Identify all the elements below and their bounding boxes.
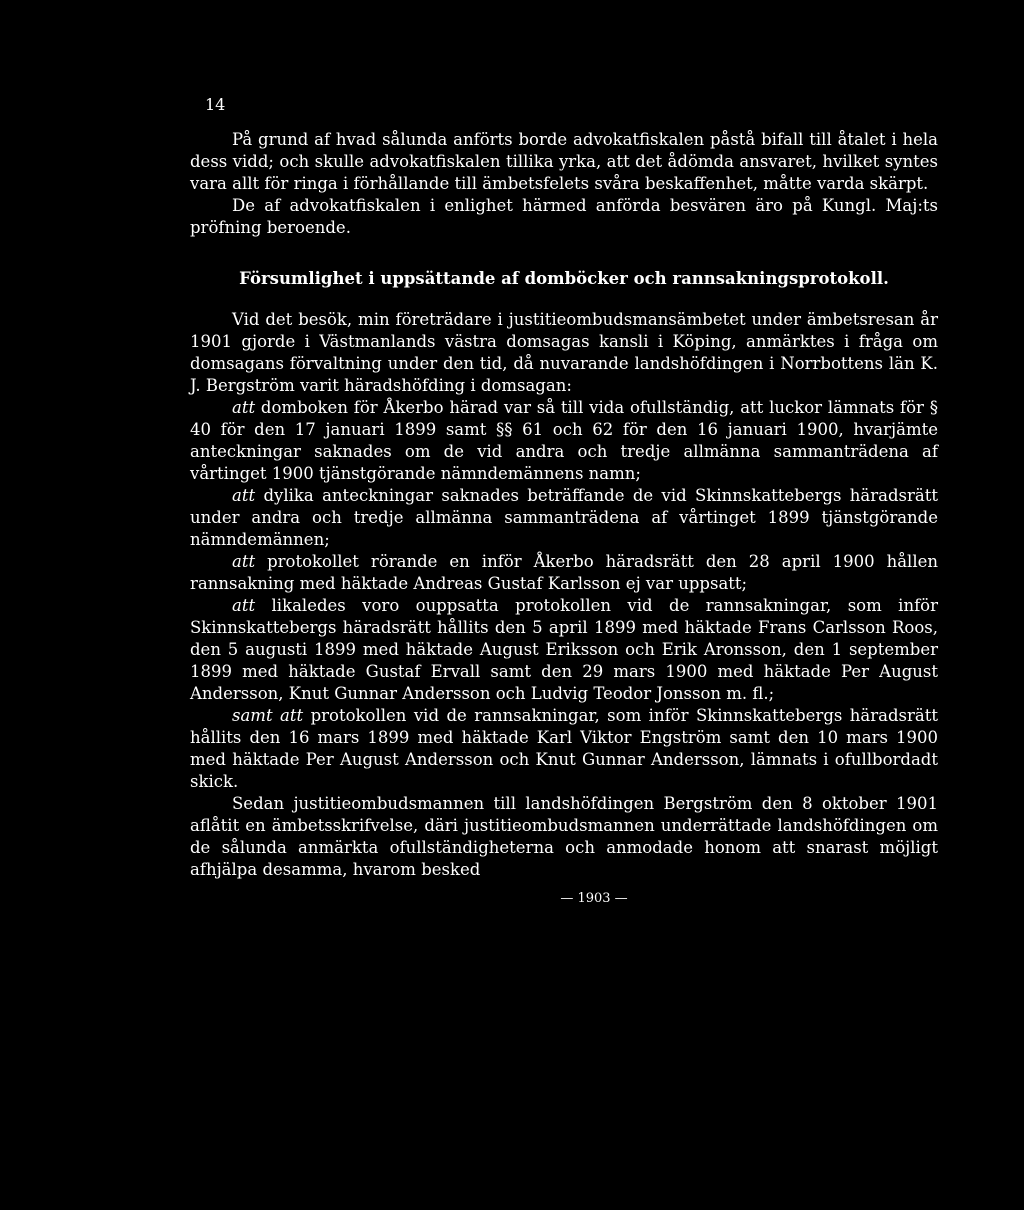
paragraph-8-lead: samt att xyxy=(232,706,304,725)
paragraph-5-text: dylika anteckningar saknades beträffande de vid Skinnskattebergs häradsrätt under andra och tredje allmänna sammanträdena af vårtinget 1899 tjänstgörande nämndemännen; xyxy=(190,486,938,549)
paragraph-3: Vid det besök, min företrädare i justitieombudsmansämbetet under ämbetsresan år 1901 gjorde i Västmanlands västra domsagas kansli i Köping, anmärktes i fråga om domsagans förvaltning under den tid, då nuvarande landshöfdingen i Norrbottens län K. J. Bergström varit häradshöfding i domsagan: xyxy=(190,310,938,395)
paragraph-7-lead: att xyxy=(232,596,256,615)
paragraph-7 xyxy=(190,595,938,705)
paragraph-5-lead: att xyxy=(232,486,256,505)
paragraph-2: De af advokatfiskalen i enlighet härmed anförda besvären äro på Kungl. Maj:ts pröfning beroende. xyxy=(190,196,938,237)
paragraph-8-text: protokollen vid de rannsakningar, som inför Skinnskattebergs häradsrätt hållits den 16 mars 1899 med häktade Karl Viktor Engström samt den 10 mars 1900 med häktade Per August Andersson och Knut Gunnar Andersson, lämnats i ofullbordadt skick. xyxy=(190,706,938,791)
section-heading: Försumlighet i uppsättande af domböcker och rannsakningsprotokoll. xyxy=(239,269,889,288)
paragraph-5 xyxy=(190,485,938,551)
paragraph-1: På grund af hvad sålunda anförts borde advokatfiskalen påstå bifall till åtalet i hela dess vidd; och skulle advokatfiskalen tillika yrka, att det ådömda ansvaret, hvilket syntes vara allt för ringa i förhållande till ämbetsfelets svåra beskaffenhet, måtte varda skärpt. xyxy=(190,130,938,193)
document-body xyxy=(190,129,938,908)
paragraph-6-lead: att xyxy=(232,552,256,571)
paragraph-4 xyxy=(190,397,938,485)
paragraph-4-lead: att xyxy=(232,398,256,417)
paragraph-6 xyxy=(190,551,938,595)
paragraph-6-text: protokollet rörande en inför Åkerbo häradsrätt den 28 april 1900 hållen rannsakning med häktade Andreas Gustaf Karlsson ej var uppsatt; xyxy=(190,552,938,593)
page-number: 14 xyxy=(205,95,226,114)
paragraph-9: Sedan justitieombudsmannen till landshöfdingen Bergström den 8 oktober 1901 aflåtit en ämbetsskrifvelse, däri justitieombudsmannen underrättade landshöfdingen om de sålunda anmärkta ofullständigheterna och anmodade honom att snarast möjligt afhjälpa desamma, hvarom besked xyxy=(190,794,938,879)
paragraph-4-text: domboken för Åkerbo härad var så till vida ofullständig, att luckor lämnats för § 40 för den 17 januari 1899 samt §§ 61 och 62 för den 16 januari 1900, hvarjämte anteckningar saknades om de vid andra och tredje allmänna sammanträdena af vårtinget 1900 tjänstgörande nämndemännens namn; xyxy=(190,398,938,483)
paragraph-8 xyxy=(190,705,938,793)
paragraph-7-text: likaledes voro ouppsatta protokollen vid de rannsakningar, som inför Skinnskattebergs häradsrätt hållits den 5 april 1899 med häktade Frans Carlsson Roos, den 5 augusti 1899 med häktade August Eriksson och Erik Aronsson, den 1 september 1899 med häktade Gustaf Ervall samt den 29 mars 1900 med häktade Per August Andersson, Knut Gunnar Andersson och Ludvig Teodor Jonsson m. fl.; xyxy=(190,596,938,703)
footer-year: — 1903 — xyxy=(560,891,628,906)
